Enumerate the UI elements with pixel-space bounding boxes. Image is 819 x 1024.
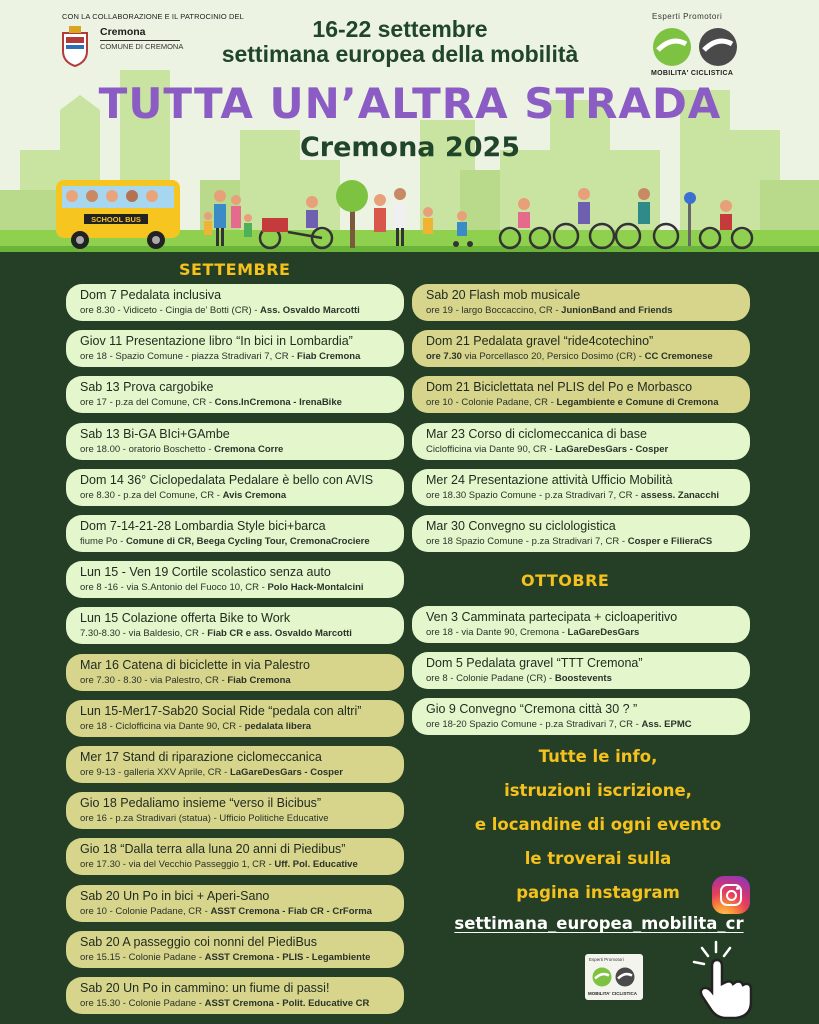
event-detail xyxy=(80,720,390,734)
event-location: ore 17.30 - via del Vecchio Passeggio 1, CR - xyxy=(80,859,275,871)
event-organizer: Comune di CR, Beega Cycling Tour, CremonaCrociere xyxy=(125,536,370,547)
event-title: Sab 13 Prova cargobike xyxy=(80,380,214,395)
city-name: Cremona xyxy=(100,26,146,38)
event-detail xyxy=(80,535,390,549)
school-bus-icon xyxy=(56,180,180,249)
october-event-item xyxy=(412,652,750,689)
event-detail xyxy=(80,350,390,364)
event-location: ore 17 - p.za del Comune, CR - xyxy=(80,397,215,409)
september-event-item xyxy=(412,515,750,552)
event-organizer: LaGareDesGars xyxy=(567,627,640,638)
event-location: ore 10 - Colonie Padane, CR - xyxy=(426,397,557,409)
info-line: e locandine di ogni evento xyxy=(474,815,722,834)
event-title: Mar 23 Corso di ciclomeccanica di base xyxy=(426,426,647,441)
event-detail xyxy=(426,443,736,457)
event-location: ore 9-13 - galleria XXV Aprile, CR - xyxy=(80,767,230,778)
event-organizer: JunionBand and Friends xyxy=(561,305,673,316)
event-title: Mar 16 Catena di biciclette in via Palestro xyxy=(80,657,310,672)
event-organizer: Cremona Corre xyxy=(214,443,284,455)
event-location: ore 18.00 - oratorio Boschetto - xyxy=(80,443,215,455)
september-event-item xyxy=(66,746,404,783)
event-detail xyxy=(426,350,736,364)
promoter-name: MOBILITA' CICLISTICA xyxy=(651,70,734,77)
event-detail xyxy=(80,997,390,1011)
event-location: ore 18 - via Dante 90, Cremona - xyxy=(426,627,568,638)
event-title: Lun 15-Mer17-Sab20 Social Ride “pedala con altri” xyxy=(80,703,362,718)
event-organizer: Cons.InCremona - IrenaBike xyxy=(214,397,342,409)
info-line: Tutte le info, xyxy=(538,747,658,766)
event-location: ore 8 -16 - via S.Antonio del Fuoco 10, CR - xyxy=(80,582,268,594)
event-title: Dom 5 Pedalata gravel “TTT Cremona” xyxy=(426,656,643,671)
info-line: le troverai sulla xyxy=(524,849,672,868)
event-title: Gio 18 Pedaliamo insieme “verso il Bicibus” xyxy=(80,796,322,811)
event-organizer: ASST Cremona - Polit. Educative CR xyxy=(204,998,370,1009)
event-title: Lun 15 - Ven 19 Cortile scolastico senza auto xyxy=(80,565,331,580)
event-location: ore 7.30 - 8.30 - via Palestro, CR - xyxy=(80,674,228,686)
september-event-item xyxy=(66,284,404,321)
event-location: ore 18.30 Spazio Comune - p.za Stradivari 7, CR - xyxy=(426,489,641,501)
event-organizer: Fiab Cremona xyxy=(227,674,291,686)
september-event-item xyxy=(66,700,404,737)
divider xyxy=(100,40,180,41)
small-logo-icon xyxy=(591,965,637,989)
event-detail xyxy=(80,674,390,688)
event-location: ore 18 Spazio Comune - p.za Stradivari 7, CR - xyxy=(426,536,628,547)
october-event-item xyxy=(412,606,750,643)
event-detail xyxy=(80,581,390,595)
september-event-item xyxy=(412,469,750,506)
event-title: Mer 24 Presentazione attività Ufficio Mobilità xyxy=(426,472,673,487)
event-title: Sab 20 Un Po in bici + Aperi-Sano xyxy=(80,888,270,903)
event-title: Sab 20 Flash mob musicale xyxy=(426,288,581,302)
event-detail xyxy=(426,672,736,686)
event-location: ore 18 - Ciclofficina via Dante 90, CR - xyxy=(80,720,245,732)
event-title: Dom 7 Pedalata inclusiva xyxy=(80,288,222,302)
event-title: Dom 21 Biciclettata nel PLIS del Po e Morbasco xyxy=(426,380,693,395)
event-detail xyxy=(80,905,390,919)
cycling-promoters-small-logo xyxy=(585,954,643,1000)
september-event-item xyxy=(66,469,404,506)
september-event-item xyxy=(66,376,404,413)
event-detail xyxy=(80,627,390,641)
small-logo-name: MOBILITA' CICLISTICA xyxy=(588,991,637,996)
event-detail xyxy=(426,626,736,640)
main-title: TUTTA UN’ALTRA STRADA xyxy=(98,79,722,128)
event-location: ore 18 - Spazio Comune - piazza Stradivari 7, CR - xyxy=(80,351,298,363)
info-line: pagina instagram xyxy=(516,883,680,902)
cremona-crest-icon xyxy=(60,25,90,67)
event-organizer: Fiab Cremona xyxy=(297,351,361,363)
event-title: Mar 30 Convegno su ciclologistica xyxy=(426,519,616,533)
september-event-item xyxy=(66,885,404,922)
september-event-item xyxy=(66,607,404,644)
event-organizer: Avis Cremona xyxy=(222,489,287,501)
event-organizer: Ass. EPMC xyxy=(641,719,692,731)
event-organizer: LaGareDesGars - Cosper xyxy=(229,767,343,778)
event-detail xyxy=(80,951,390,965)
info-line: istruzioni iscrizione, xyxy=(504,781,692,800)
event-location: ore 8.30 - p.za del Comune, CR - xyxy=(80,489,223,501)
event-title: Sab 20 Un Po in cammino: un fiume di passi! xyxy=(80,981,330,995)
event-location: ore 8 - Colonie Padane (CR) - xyxy=(426,673,555,685)
city-year-subtitle: Cremona 2025 xyxy=(299,132,521,163)
event-title: Mer 17 Stand di riparazione ciclomeccanica xyxy=(80,750,322,764)
event-detail xyxy=(80,489,390,503)
svg-text:SCHOOL BUS: SCHOOL BUS xyxy=(91,215,141,224)
september-event-item xyxy=(412,284,750,321)
event-organizer: ASST Cremona - Fiab CR - CrForma xyxy=(210,905,372,917)
event-organizer: ASST Cremona - PLIS - Legambiente xyxy=(204,951,371,963)
september-event-item xyxy=(66,931,404,968)
event-location: 7.30-8.30 - via Baldesio, CR - xyxy=(80,628,208,640)
collaboration-note: CON LA COLLABORAZIONE E IL PATROCINIO DEL xyxy=(62,12,244,21)
event-title: Giov 11 Presentazione libro “In bici in Lombardia” xyxy=(80,334,353,349)
event-location: ore 16 - p.za Stradivari (statua) - Ufficio Politiche Educative xyxy=(80,813,329,825)
event-detail xyxy=(80,766,390,780)
event-detail xyxy=(80,858,390,872)
september-event-item xyxy=(412,423,750,460)
event-organizer: Fiab CR e ass. Osvaldo Marcotti xyxy=(207,628,352,640)
september-event-item xyxy=(66,792,404,829)
event-organizer: assess. Zanacchi xyxy=(640,489,720,501)
october-event-item xyxy=(412,698,750,735)
poster-header xyxy=(0,0,819,252)
september-event-item xyxy=(412,330,750,367)
september-event-item xyxy=(66,838,404,875)
event-location: ore 15.30 - Colonie Padane - xyxy=(80,998,205,1009)
september-event-item xyxy=(66,423,404,460)
promoter-label: Esperti Promotori xyxy=(652,12,723,21)
event-organizer: Cosper e FilieraCS xyxy=(627,536,713,547)
small-logo-label: Esperti Promotori xyxy=(589,957,624,962)
september-event-item xyxy=(412,376,750,413)
event-organizer: Ass. Osvaldo Marcotti xyxy=(260,305,360,316)
week-title: settimana europea della mobilità xyxy=(221,41,579,67)
september-event-item xyxy=(66,654,404,691)
event-title: Sab 20 A passeggio coi nonni del PiediBus xyxy=(80,934,317,949)
event-title: Ven 3 Camminata partecipata + cicloaperitivo xyxy=(426,610,678,624)
section-title-october: OTTOBRE xyxy=(521,571,610,590)
event-location: ore 8.30 - Vidiceto - Cingia de’ Botti (CR) - xyxy=(80,305,261,316)
instagram-icon[interactable] xyxy=(712,876,750,914)
instagram-handle-link[interactable]: settimana_europea_mobilita_cr xyxy=(454,914,744,933)
click-hand-icon xyxy=(688,940,758,1020)
september-event-item xyxy=(66,330,404,367)
event-title: Dom 21 Pedalata gravel “ride4cotechino” xyxy=(426,334,654,349)
event-detail xyxy=(80,304,390,318)
event-title: Dom 7-14-21-28 Lombardia Style bici+barca xyxy=(80,519,326,533)
event-organizer: Boostevents xyxy=(554,673,612,685)
event-title: Gio 18 “Dalla terra alla luna 20 anni di Piedibus” xyxy=(80,842,346,857)
event-time: ore 7.30 xyxy=(426,351,465,363)
event-location: via Porcellasco 20, Persico Dosimo (CR) - xyxy=(464,351,645,363)
event-dates: 16-22 settembre xyxy=(312,16,488,42)
event-detail xyxy=(426,396,736,410)
september-event-item xyxy=(66,515,404,552)
event-detail xyxy=(80,443,390,457)
september-event-item xyxy=(66,977,404,1014)
event-organizer: Uff. Pol. Educative xyxy=(274,859,358,871)
event-location: ore 18-20 Spazio Comune - p.za Stradivari 7, CR - xyxy=(426,719,642,731)
event-title: Lun 15 Colazione offerta Bike to Work xyxy=(80,611,291,626)
september-event-item xyxy=(66,561,404,598)
event-detail xyxy=(426,718,736,732)
event-detail xyxy=(80,812,390,826)
event-title: Gio 9 Convegno “Cremona città 30 ? ” xyxy=(426,702,638,717)
event-organizer: CC Cremonese xyxy=(644,351,713,363)
event-detail xyxy=(426,489,736,503)
event-organizer: LaGareDesGars - Cosper xyxy=(555,443,669,455)
event-title: Dom 14 36° Ciclopedalata Pedalare è bello con AVIS xyxy=(80,472,374,487)
event-location: ore 19 - largo Boccaccino, CR - xyxy=(426,305,562,316)
section-title-september: SETTEMBRE xyxy=(179,260,291,279)
event-location: ore 15.15 - Colonie Padane - xyxy=(80,951,205,963)
event-location: ore 10 - Colonie Padane, CR - xyxy=(80,905,211,917)
event-location: fiume Po - xyxy=(80,536,126,547)
event-organizer: pedalata libera xyxy=(244,720,312,732)
cycling-promoters-logo-icon xyxy=(650,24,742,70)
city-subtitle: COMUNE DI CREMONA xyxy=(100,42,184,51)
event-detail xyxy=(426,535,736,549)
event-detail xyxy=(80,396,390,410)
event-organizer: Legambiente e Comune di Cremona xyxy=(556,397,719,409)
mobility-scene-illustration xyxy=(0,160,819,252)
event-title: Sab 13 Bi-GA BIci+GAmbe xyxy=(80,426,230,441)
event-organizer: Polo Hack-Montalcini xyxy=(267,582,364,594)
event-detail xyxy=(426,304,736,318)
event-location: Ciclofficina via Dante 90, CR - xyxy=(426,443,556,455)
